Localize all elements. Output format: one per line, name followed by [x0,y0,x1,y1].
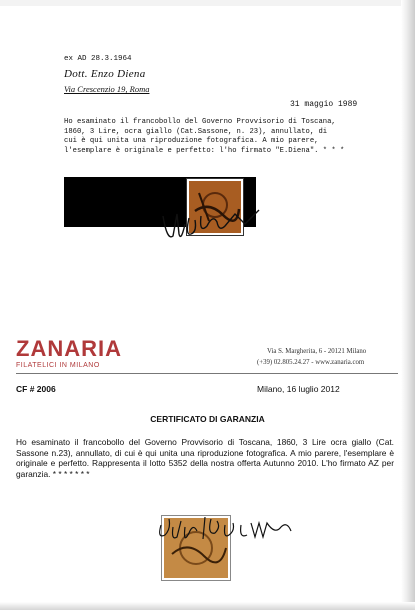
company-address: Via S. Margherita, 6 - 20121 Milano [267,348,367,355]
top-certificate-date: 31 maggio 1989 [290,100,358,109]
bottom-certificate-date: Milano, 16 luglio 2012 [257,384,340,394]
bottom-certificate-body: Ho esaminato il francobollo del Governo Provvisorio di Toscana, 1860, 3 Lire ocra giallo (Cat. Sassone n.23), annullato, di cui è qui unita una riproduzione fotografica. A mio parere, l'esemplare è originale e perfetto. Rappresenta il lotto 5352 della nostra offerta Autunno 2010. L'ho firmato AZ per garanzia. * * * * * * * [16,437,394,479]
expert-name-signature: Dott. Enzo Diena [64,68,146,80]
company-contact: (+39) 02.805.24.27 - www.zanaria.com [257,359,365,366]
zanaria-signature-icon [155,505,315,549]
header-divider [16,373,398,374]
logo-wordmark: ZANARIA [16,336,122,361]
expert-address: Via Crescenzio 19, Roma [64,84,150,94]
zanaria-logo [16,336,122,369]
page-bottom-edge [0,602,415,610]
diena-signature-icon [155,196,275,246]
top-certificate-body: Ho esaminato il francobollo del Governo Provvisorio di Toscana, 1860, 3 Lire, ocra giallo (Cat.Sassone, n. 23), annullato, di cui è qui unita una riproduzione fotografica. A mio parere, l'esemplare è originale e perfetto: l'ho firmato "E.Diena". * * * [64,118,345,155]
certificate-number: CF # 2006 [16,384,56,394]
page-top-edge [0,0,415,6]
ex-ad-note: ex AD 28.3.1964 [64,55,132,63]
page-right-edge [401,0,415,610]
certificate-title: CERTIFICATO DI GARANZIA [150,414,265,424]
logo-subtitle: FILATELICI IN MILANO [16,362,100,369]
